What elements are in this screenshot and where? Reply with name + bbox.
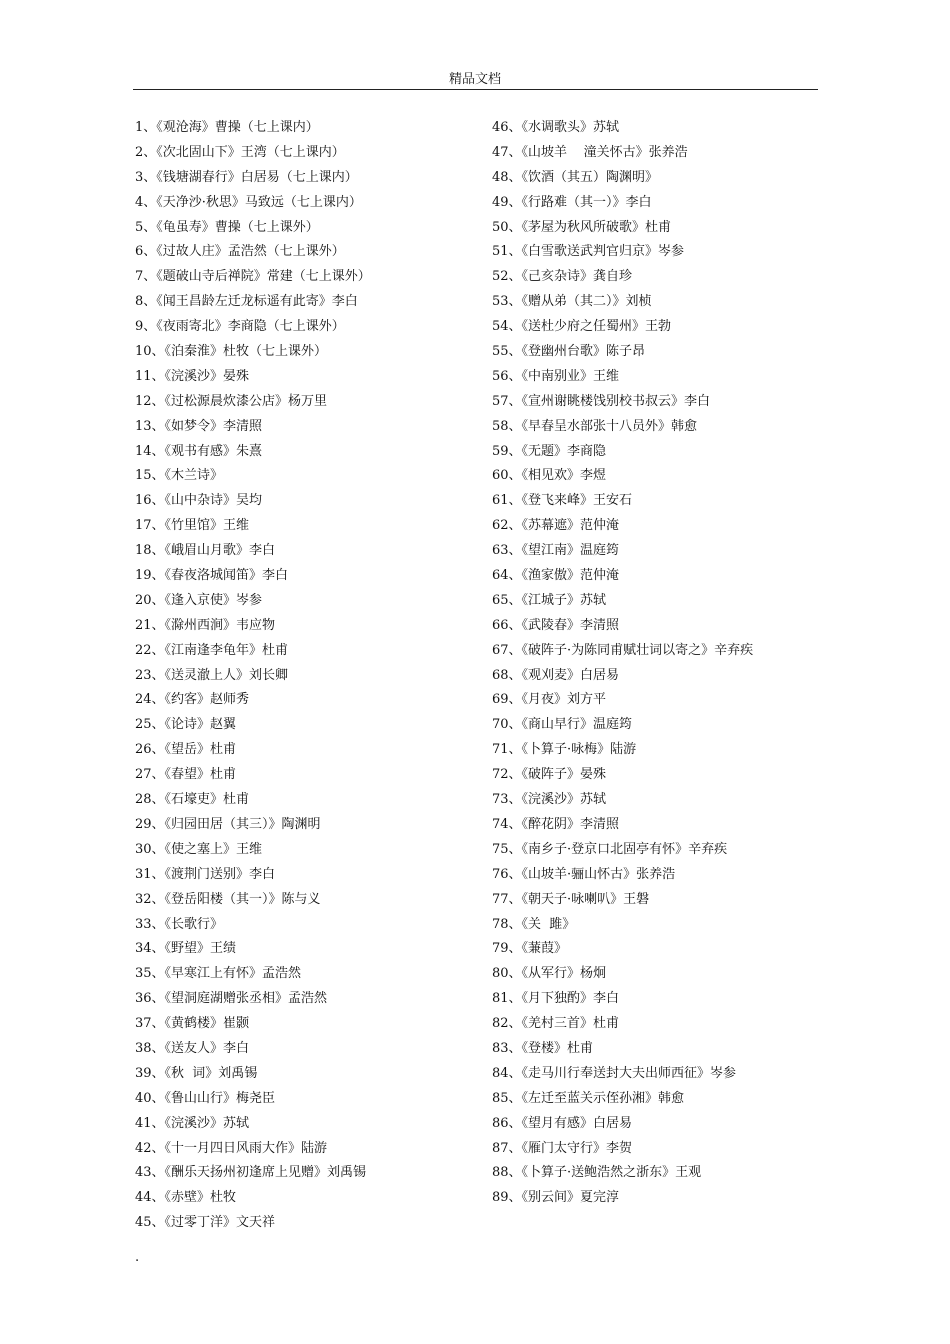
poem-list-item: 37、《黄鹤楼》崔颢 <box>135 1016 250 1032</box>
poem-list-item: 5、《龟虽寿》曹操（七上课外） <box>135 219 319 235</box>
poem-list-item: 15、《木兰诗》 <box>135 468 224 484</box>
poem-list-item: 70、《商山早行》温庭筠 <box>492 717 633 733</box>
footer-mark: . <box>135 1250 140 1265</box>
poem-list-item: 7、《题破山寺后禅院》常建（七上课外） <box>135 269 371 285</box>
poem-list-item: 10、《泊秦淮》杜牧（七上课外） <box>135 344 328 360</box>
poem-list-item: 87、《雁门太守行》李贺 <box>492 1140 633 1156</box>
poem-list-item: 26、《望岳》杜甫 <box>135 742 237 758</box>
poem-list-item: 48、《饮酒（其五）陶渊明》 <box>492 169 659 185</box>
poem-list-left <box>135 118 485 1238</box>
poem-list-item: 81、《月下独酌》李白 <box>492 991 620 1007</box>
poem-list-item: 58、《早春呈水部张十八员外》韩愈 <box>492 418 698 434</box>
poem-list-item: 78、《关 雎》 <box>492 916 576 932</box>
poem-list-item: 68、《观刈麦》白居易 <box>492 667 620 683</box>
poem-list-item: 63、《望江南》温庭筠 <box>492 543 620 559</box>
poem-list-item: 21、《滁州西涧》韦应物 <box>135 617 276 633</box>
poem-list-item: 85、《左迁至蓝关示侄孙湘》韩愈 <box>492 1090 685 1106</box>
poem-list-item: 36、《望洞庭湖赠张丞相》孟浩然 <box>135 991 328 1007</box>
poem-list-item: 65、《江城子》苏轼 <box>492 592 607 608</box>
poem-list-item: 14、《观书有感》朱熹 <box>135 443 263 459</box>
poem-list-item: 1、《观沧海》曹操（七上课内） <box>135 120 319 135</box>
poem-list-item: 19、《春夜洛城闻笛》李白 <box>135 568 289 584</box>
poem-list-item: 73、《浣溪沙》苏轼 <box>492 792 607 808</box>
poem-list-item: 44、《赤壁》杜牧 <box>135 1190 237 1206</box>
page-header-title: 精品文档 <box>448 72 501 87</box>
poem-list-item: 3、《钱塘湖春行》白居易（七上课内） <box>135 169 358 185</box>
poem-list-item: 43、《酬乐天扬州初逢席上见赠》刘禹锡 <box>135 1165 367 1181</box>
poem-list-item: 20、《逢入京使》岑参 <box>135 592 263 608</box>
poem-list-item: 4、《天净沙·秋思》马致远（七上课内） <box>135 194 362 210</box>
poem-list-item: 79、《蒹葭》 <box>492 941 568 957</box>
poem-list-item: 77、《朝天子·咏喇叭》王磐 <box>492 891 650 907</box>
poem-list-item: 27、《春望》杜甫 <box>135 767 237 783</box>
poem-list-item: 38、《送友人》李白 <box>135 1040 250 1056</box>
poem-list-item: 69、《月夜》刘方平 <box>492 692 607 708</box>
poem-list-item: 12、《过松源晨炊漆公店》杨万里 <box>135 393 328 409</box>
poem-list-item: 89、《别云间》夏完淳 <box>492 1190 620 1206</box>
poem-list-item: 53、《赠从弟（其二）》刘桢 <box>492 294 652 310</box>
poem-list-item: 64、《渔家傲》范仲淹 <box>492 568 620 584</box>
poem-list-item: 17、《竹里馆》王维 <box>135 518 250 534</box>
poem-list-item: 80、《从军行》杨炯 <box>492 966 607 982</box>
poem-list-item: 72、《破阵子》晏殊 <box>492 767 607 783</box>
poem-list-item: 52、《己亥杂诗》龚自珍 <box>492 269 633 285</box>
poem-list-item: 18、《峨眉山月歌》李白 <box>135 543 276 559</box>
poem-list-item: 34、《野望》王绩 <box>135 941 237 957</box>
poem-list-item: 6、《过故人庄》孟浩然（七上课外） <box>135 244 345 260</box>
poem-list-item: 71、《卜算子·咏梅》陆游 <box>492 742 637 758</box>
poem-list-item: 30、《使之塞上》王维 <box>135 841 263 857</box>
poem-list-item: 83、《登楼》杜甫 <box>492 1040 594 1056</box>
poem-list-item: 67、《破阵子·为陈同甫赋壮词以寄之》辛弃疾 <box>492 642 754 658</box>
poem-list-item: 32、《登岳阳楼（其一）》陈与义 <box>135 891 321 907</box>
poem-list-item: 56、《中南别业》王维 <box>492 368 620 384</box>
poem-list-item: 62、《苏幕遮》范仲淹 <box>492 518 620 534</box>
poem-list-item: 86、《望月有感》白居易 <box>492 1115 633 1131</box>
poem-list-item: 23、《送灵澈上人》刘长卿 <box>135 667 289 683</box>
header-divider <box>133 89 818 90</box>
poem-list-item: 29、《归园田居（其三）》陶渊明 <box>135 816 321 832</box>
poem-list-item: 66、《武陵春》李清照 <box>492 617 620 633</box>
poem-list-item: 60、《相见欢》李煜 <box>492 468 607 484</box>
poem-list-item: 46、《水调歌头》苏轼 <box>492 120 620 135</box>
poem-list-item: 54、《送杜少府之任蜀州》王勃 <box>492 319 672 335</box>
poem-list-item: 42、《十一月四日风雨大作》陆游 <box>135 1140 328 1156</box>
poem-list-item: 88、《卜算子·送鲍浩然之浙东》王观 <box>492 1165 702 1181</box>
poem-list-item: 51、《白雪歌送武判官归京》岑参 <box>492 244 685 260</box>
poem-list-item: 33、《长歌行》 <box>135 916 224 932</box>
poem-list-item: 25、《论诗》赵翼 <box>135 717 237 733</box>
poem-list-item: 75、《南乡子·登京口北固亭有怀》辛弃疾 <box>492 841 728 857</box>
poem-list-item: 22、《江南逢李龟年》杜甫 <box>135 642 289 658</box>
poem-list-item: 39、《秋 词》刘禹锡 <box>135 1065 258 1081</box>
poem-list-item: 82、《羌村三首》杜甫 <box>492 1016 620 1032</box>
poem-list-item: 9、《夜雨寄北》李商隐（七上课外） <box>135 319 345 335</box>
poem-list-item: 8、《闻王昌龄左迁龙标遥有此寄》李白 <box>135 294 358 310</box>
poem-list-item: 2、《次北固山下》王湾（七上课内） <box>135 144 345 160</box>
poem-list-item: 41、《浣溪沙》苏轼 <box>135 1115 250 1131</box>
poem-list-item: 84、《走马川行奉送封大夫出师西征》岑参 <box>492 1065 737 1081</box>
poem-list-item: 59、《无题》李商隐 <box>492 443 607 459</box>
poem-list-item: 16、《山中杂诗》吴均 <box>135 493 263 509</box>
poem-list-right <box>492 118 822 1213</box>
poem-list-item: 55、《登幽州台歌》陈子昂 <box>492 344 646 360</box>
poem-list-item: 49、《行路难（其一）》李白 <box>492 194 652 210</box>
poem-list-item: 47、《山坡羊 潼关怀古》张养浩 <box>492 144 688 160</box>
poem-list-item: 76、《山坡羊·骊山怀古》张养浩 <box>492 866 676 882</box>
poem-list-item: 50、《茅屋为秋风所破歌》杜甫 <box>492 219 672 235</box>
poem-list-item: 35、《早寒江上有怀》孟浩然 <box>135 966 302 982</box>
poem-list-item: 28、《石壕吏》杜甫 <box>135 792 250 808</box>
poem-list-item: 13、《如梦令》李清照 <box>135 418 263 434</box>
poem-list-item: 24、《约客》赵师秀 <box>135 692 250 708</box>
poem-list-item: 61、《登飞来峰》王安石 <box>492 493 633 509</box>
poem-list-item: 40、《鲁山山行》梅尧臣 <box>135 1090 276 1106</box>
poem-list-item: 45、《过零丁洋》文天祥 <box>135 1215 276 1231</box>
poem-list-item: 57、《宣州谢眺楼饯别校书叔云》李白 <box>492 393 711 409</box>
poem-list-item: 11、《浣溪沙》晏殊 <box>135 368 250 384</box>
poem-list-item: 31、《渡荆门送别》李白 <box>135 866 276 882</box>
poem-list-item: 74、《醉花阴》李清照 <box>492 816 620 832</box>
